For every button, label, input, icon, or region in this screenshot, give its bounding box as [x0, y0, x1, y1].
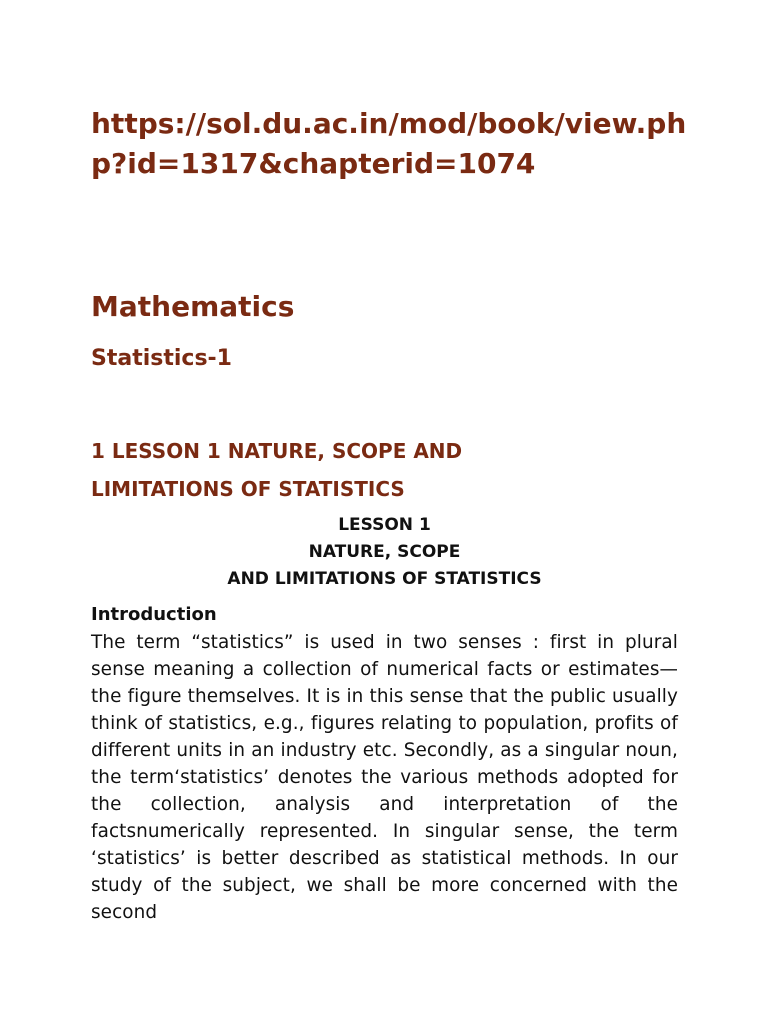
subject-title: Mathematics — [91, 290, 295, 323]
lesson-center-title — [91, 512, 678, 593]
source-url[interactable]: https://sol.du.ac.in/mod/book/view.php?id=1317&chapterid=1074 — [91, 107, 687, 180]
center-title-line-3: AND LIMITATIONS OF STATISTICS — [227, 569, 542, 589]
course-title: Statistics-1 — [91, 346, 232, 371]
introduction-heading: Introduction — [91, 604, 217, 625]
center-title-line-2: NATURE, SCOPE — [308, 542, 461, 562]
lesson-heading: 1 LESSON 1 NATURE, SCOPE AND LIMITATIONS OF STATISTICS — [91, 439, 463, 501]
center-title-line-1: LESSON 1 — [338, 515, 431, 535]
introduction-paragraph: The term “statistics” is used in two senses : first in plural sense meaning a collection of numerical facts or estimates—the figure themselves. It is in this sense that the public usually think of statistics, e.g., figures relating to population, profits of different units in an industry etc. Secondly, as a singular noun, the term‘statistics’ denotes the various methods adopted for the collection, analysis and interpretation of the factsnumerically represented. In singular sense, the term ‘statistics’ is better described as statistical methods. In our study of the subject, we shall be more concerned with the second — [91, 632, 678, 923]
